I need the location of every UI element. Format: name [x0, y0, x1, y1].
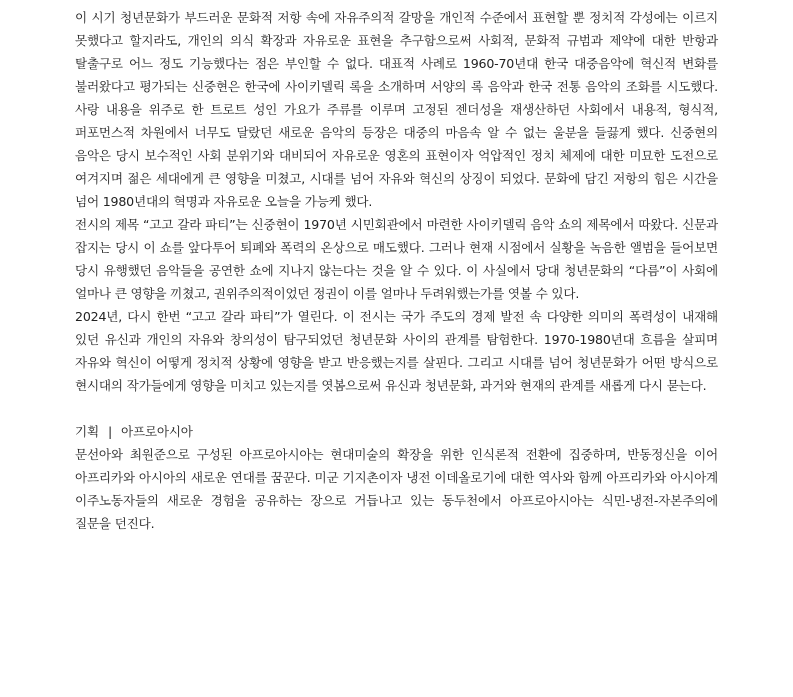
credit-label: 기획: [75, 424, 99, 439]
credit-name: 아프로아시아: [120, 424, 193, 439]
paragraph-youth-culture: 이 시기 청년문화가 부드러운 문화적 저항 속에 자유주의적 갈망을 개인적 수준에서 표현할 뿐 정치적 각성에는 이르지 못했다고 할지라도, 개인의 의식 확장과 자유로운 표현을 추구함으로써 사회적, 문화적 규범과 제약에 대한 반항과 탈출구로 어느 정도 기능했다는 점은 부인할 수 없다. 대표적 사례로 1960-70년대 한국 대중음악에 혁신적 변화를 불러왔다고 평가되는 신중현은 한국에 사이키델릭 록을 소개하며 서양의 록 음악과 한국 전통 음악의 조화를 시도했다. 사랑 내용을 위주로 한 트로트 성인 가요가 주류를 이루며 고정된 젠더성을 재생산하던 사회에서 내용적, 형식적, 퍼포먼스적 차원에서 너무도 달랐던 새로운 음악의 등장은 대중의 마음속 알 수 없는 울분을 들끓게 했다. 신중현의 음악은 당시 보수적인 사회 분위기와 대비되어 자유로운 영혼의 표현이자 억압적인 정치 체제에 대한 미묘한 도전으로 여겨지며 젊은 세대에게 큰 영향을 미쳤고, 시대를 넘어 자유와 혁신의 상징이 되었다. 문화에 담긴 저항의 힘은 시간을 넘어 1980년대의 혁명과 자유로운 오늘을 가능케 했다.: [75, 10, 718, 209]
credit-heading: [75, 420, 718, 443]
paragraph-exhibition-2024: 2024년, 다시 한번 “고고 갈라 파티”가 열린다. 이 전시는 국가 주도의 경제 발전 속 다양한 의미의 폭력성이 내재해 있던 유신과 개인의 자유와 창의성이 탐구되었던 청년문화 사이의 관계를 탐험한다. 1970-1980년대 흐름을 살피며 자유와 혁신이 어떻게 정치적 상황에 영향을 받고 반응했는지를 살핀다. 그리고 시대를 넘어 청년문화가 어떤 방식으로 현시대의 작가들에게 영향을 미치고 있는지를 엿봄으로써 유신과 청년문화, 과거와 현재의 관계를 새롭게 다시 묻는다.: [75, 309, 718, 393]
paragraph-exhibition-title: 전시의 제목 “고고 갈라 파티”는 신중현이 1970년 시민회관에서 마련한 사이키델릭 음악 쇼의 제목에서 따왔다. 신문과 잡지는 당시 이 쇼를 앞다투어 퇴폐와 폭력의 온상으로 매도했다. 그러나 현재 시점에서 실황을 녹음한 앨범을 들어보면 당시 유행했던 음악들을 공연한 쇼에 지나지 않는다는 것을 알 수 있다. 이 사실에서 당대 청년문화의 “다름”이 사회에 얼마나 큰 영향을 끼쳤고, 권위주의적이었던 정권이 이를 얼마나 두려워했는가를 엿볼 수 있다.: [75, 217, 718, 301]
section-gap: [75, 397, 718, 420]
document-body: [75, 6, 718, 535]
credit-separator: |: [107, 424, 112, 439]
credit-description: 문선아와 최원준으로 구성된 아프로아시아는 현대미술의 확장을 위한 인식론적 전환에 집중하며, 반동정신을 이어 아프리카와 아시아의 새로운 연대를 꿈꾼다. 미군 기지촌이자 냉전 이데올로기에 대한 역사와 함께 아프리카와 아시아계 이주노동자들의 새로운 경험을 공유하는 장으로 거듭나고 있는 동두천에서 아프로아시아는 식민-냉전-자본주의에 질문을 던진다.: [75, 447, 718, 531]
